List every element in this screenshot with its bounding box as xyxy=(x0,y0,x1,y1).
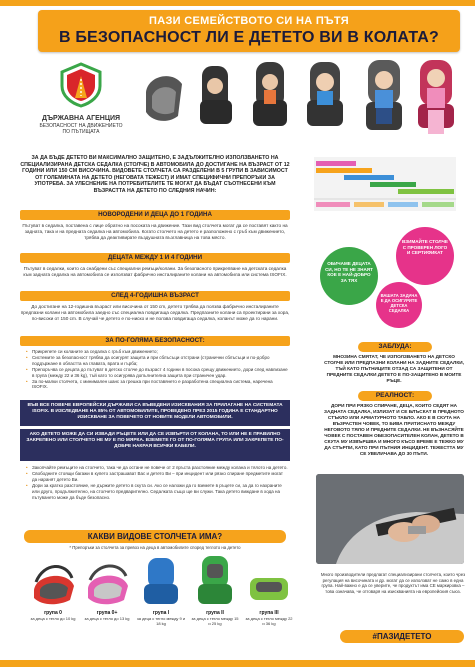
group-desc: за деца с тегло между 15 и 25 kg xyxy=(191,616,239,626)
car-seat-image xyxy=(138,62,188,132)
intro-text: ЗА ДА БЪДЕ ДЕТЕТО ВИ МАКСИМАЛНО ЗАЩИТЕНО, Е ЗАДЪЛЖИТЕЛНО ИЗПОЛЗВАНЕТО НА СПЕЦИАЛИЗИРАНА ДЕТСКА СЕДАЛКА (СТОЛЧЕ) В АВТОМОБИЛА ДО ДОСТИГАНЕ НА ВЪЗРАСТ ОТ 12 ГОДИНИ ИЛИ 150 СМ ВИСОЧИНА. ВИДОВЕТЕ СТОЛЧЕТА СА РАЗДЕЛЕНИ В 5 ГРУПИ В ЗАВИСИМОСТ ОТ ГОЛЕМИНАТА НА ДЕТЕТО (НЕГОВАТА ТЕЖЕСТ) И ИМАТ СПЕЦИФИЧНИ ПРЕПОРЪКИ ЗА УПОТРЕБА. ЗА УЛЕСНЕНИЕ НА ПОТРЕБИТЕЛИТЕ ТЕ МОГАТ ДА БЪДАТ СЪОТНЕСЕНИ КЪМ ВЪЗРАСТТА НА ДЕТЕТО ПО СЛЕДНИЯ НАЧИН: xyxy=(20,155,290,194)
chart-bar xyxy=(422,202,454,207)
chart-bar xyxy=(316,168,372,173)
group-name: група 0 xyxy=(44,610,62,616)
bottom-stripe xyxy=(0,660,475,667)
tip-circle: ВАШАТА ЗАДАЧА Е ДА ОСИГУРИТЕ ДЕТСКА СЕДАЛКА xyxy=(376,282,422,328)
top-stripe xyxy=(0,0,475,6)
chart-bar xyxy=(344,175,394,180)
group-label xyxy=(244,610,294,626)
section-heading: НОВОРОДЕНИ И ДЕЦА ДО 1 ГОДИНА xyxy=(20,210,290,220)
group-name: група II xyxy=(206,610,224,616)
car-seat-image xyxy=(190,60,240,134)
car-seat-image xyxy=(298,58,354,134)
list-item: • Свободните стоящи багажи в купето застрашават Вас и детето Ви – при инцидент или рязко спиране предметите могат да наранят детето Ви. xyxy=(26,471,288,483)
list-item: • Закопчайте ремъците на столчето, така че да остане не повече от 2 пръста разстояние между колана и тялото на детето. xyxy=(26,465,288,471)
group-name: група I xyxy=(152,610,170,616)
header-subtitle: ПАЗИ СЕМЕЙСТВОТО СИ НА ПЪТЯ xyxy=(149,15,349,27)
isofix-info-box: ВЪВ ВСЕ ПОВЕЧЕ ЕВРОПЕЙСКИ ДЪРЖАВИ СА ВЪВЕДЕНИ ИЗИСКВАНИЯ ЗА ПРИЛАГАНЕ НА СИСТЕМАТА ISOFIX. В ИЗСЛЕДВАНЕ НА 85% ОТ АВТОМОБИЛИТЕ, ПРОВЕДЕНО ПРЕЗ 2015 ГОДИНА Е СТАНДАРТНО ИЗИСКВАНЕ ЗА ПОВЕЧЕТО ОТ НОВИТЕ МОДЕЛИ АВТОМОБИЛИ. xyxy=(20,400,290,426)
chart-bar xyxy=(316,161,356,166)
shield-icon xyxy=(58,62,104,108)
section-heading: СЛЕД 4-ГОДИШНА ВЪЗРАСТ xyxy=(20,291,290,301)
harness-warning-box: АКО ДЕТЕТО МОЖЕ ДА СИ ИЗВАДИ РЪЦЕТЕ ИЛИ ДА СЕ ИЗВЪРТИ ОТ КОЛАНА, ТО ИЛИ НЕ Е ПРАВИЛНО ЗАКРЕПЕНО ИЛИ СТОЛЧЕТО НЕ МУ Е ПО МЯРКА. ВЗЕМЕТЕ ГО ОТ ПО-ГОЛЯМА ГРУПА ИЛИ ЗАКРЕПЕТЕ ПО-ДОБРЕ НАКРАЯ ВСИЧКИ КАБЕЛИ. xyxy=(20,429,290,461)
reality-heading: РЕАЛНОСТ: xyxy=(358,391,432,401)
group-desc: за деца с тегло между 9 и 18 kg xyxy=(136,616,186,626)
infant-carrier-image xyxy=(28,556,78,608)
agency-subtitle: БЕЗОПАСНОСТ НА ДВИЖЕНИЕТО ПО ПЪТИЩАТА xyxy=(39,123,123,135)
group-label xyxy=(190,610,240,626)
group-name: група III xyxy=(259,610,279,616)
booster-cushion-image xyxy=(244,560,294,608)
car-seat-image xyxy=(356,58,412,138)
infant-carrier-image xyxy=(82,556,132,608)
reality-text: ДОРИ ПРИ РЯЗКО СПИРАНЕ, ДЕЦА, КОИТО СЕДЯТ НА ЗАДНАТА СЕДАЛКА, ИЗЛИЗАТ И СЕ БЛЪСКАТ В ПРЕДНОТО СТЪКЛО ИЛИ АРМАТУРНОТО ТАБЛО. АКО Е В СКУТА НА ВЪЗРАСТЕН ЧОВЕК, ТО БИВА ПРИТИСНАТО МЕЖДУ НЕГОВОТО ТЯЛО И ПРЕДНИТЕ СЕДАЛКИ. НЕ ВЪЗНАСЯЙТЕ ЧОВЕК С ПОСТАВЕН ОБЕЗОПАСИТЕЛЕН КОЛАН, ДЕТЕТО В СКУТА МУ ИЗВЪРШВА И МНОГО КЪСО ВРЕМЕ Е ТЕЖКО МУ ДА СТЪРПИ, КАТО ПРИ ПЪТНИЯ ИНЦИДЕНТ. ТЕЖЕСТТА МУ СЕ УВЕЛИЧАВА ДО 30 ПЪТИ. xyxy=(324,403,464,456)
list-item: • Системите за безопасност трябва да осигурят защита и при сблъсъци отстрани (странични сблъсъци и по-добро поддържане в областта на главата, врата и гърба; xyxy=(26,355,288,367)
list-item: • Дори за кратко разстояние, не държите детето в скута си. Ако се наложи да го вземете в ръцете си, за да го нахраните или друго, продължително, на столчето предварително. Седалката също ще ви служи. Така детето виждане в хода на пътуването може да бъде безопасно. xyxy=(26,483,288,501)
group-label xyxy=(82,610,132,621)
agency-logo xyxy=(36,58,126,144)
chart-bar xyxy=(370,182,416,187)
tip-circle: ВЗИМАЙТЕ СТОЛЧЕ С ПРОВЕРЕН ЛОГО И СЕРТИФИКАТ xyxy=(396,227,454,285)
group-label xyxy=(28,610,78,621)
group-desc: за деца с тегло между 22 и 36 kg xyxy=(245,616,293,626)
section-text: До достигане на 12-годишна възраст или височина от 150 cm, детето трябва да ползва фабрично инсталираните предпазни колани на автомобила заедно със специална повдигаща седалка. Предпазните колани са проектирани за хора, по-високи от 150 cm. В случай че детето е по-ниско и не ползва повдигаща седалка, коланът може да го нарани. xyxy=(20,304,290,321)
chart-bar xyxy=(398,189,454,194)
car-seat-image xyxy=(244,58,296,134)
chart-bar xyxy=(316,202,350,207)
buckle-photo xyxy=(316,474,464,564)
group-desc: за деца с тегло до 10 kg xyxy=(30,616,76,621)
group-age-chart xyxy=(314,157,456,211)
agency-name: ДЪРЖАВНА АГЕНЦИЯ xyxy=(41,115,121,122)
booster-seat-image xyxy=(190,554,240,608)
seat-types-subtitle: * Препоръки за столчета за превоз на деца в автомобилите според теглото на детето xyxy=(69,545,241,550)
group-label xyxy=(136,610,186,626)
list-item: • Препоръчва се децата до пътуват в детско столче до възраст 4 години в посока срещу движението, дори след навлизане в група (между 22 и 36 kg), тъй като то осигурява допълнителна защита при страничен удар. xyxy=(26,367,288,379)
seatbelt-photo-icon xyxy=(316,474,464,564)
car-seat-image xyxy=(412,58,462,140)
tips-bullets xyxy=(26,465,288,500)
chart-bar xyxy=(354,202,384,207)
hashtag-badge: #ПАЗИДЕТЕТО xyxy=(340,630,464,643)
safety-bullets xyxy=(26,349,288,390)
myth-heading: ЗАБЛУДА: xyxy=(358,342,432,352)
section-heading: ДЕЦАТА МЕЖДУ 1 И 4 ГОДИНИ xyxy=(20,253,290,263)
section-text: Пътуват в седалки, които са снабдени със специални ремъци/колани. За безопасното прикрепване на детската седалка към задната седалка на автомобила се използват фабрично инсталираните колани на автомобила или система ISOFIX. xyxy=(23,266,287,277)
note-text: Много производители предлагат специализирани столчета, които чрез регулация на височината и др. могат да се използват не само в една група. Най-важно е да се уверите, че продуктът има СЕ маркировка – това означава, че отговаря на изискванията на европейския съюз. xyxy=(320,572,466,594)
tip-circle: ОБИЧАМЕ ДЕЦАТА СИ, НО ТЕ НЕ ЗНАЯТ КОЕ Е НАЙ-ДОБРО ЗА ТЯХ xyxy=(320,247,378,305)
page-title: В БЕЗОПАСНОСТ ЛИ Е ДЕТЕТО ВИ В КОЛАТА? xyxy=(58,29,440,46)
seat-types-heading: КАКВИ ВИДОВЕ СТОЛЧЕТА ИМА? xyxy=(24,530,286,543)
chart-bar xyxy=(388,202,418,207)
list-item: • За по-малки столчета, с минимален шанс за грешка при поставянето е разработена специална система, наречена ISOFIX. xyxy=(26,379,288,391)
page-header xyxy=(38,10,460,52)
group-name: група 0+ xyxy=(96,610,118,616)
section-heading: ЗА ПО-ГОЛЯМА БЕЗОПАСНОСТ: xyxy=(20,336,290,346)
list-item: • Прикрепете си коланите за седалка с гръб към движението; xyxy=(26,349,288,355)
car-seat-image xyxy=(136,554,186,608)
myth-text: МНОЗИНА СМЯТАТ, ЧЕ ИЗПОЛЗВАНЕТО НА ДЕТСКО СТОЛЧЕ ИЛИ ПРЕДПАЗНИ КОЛАНИ НА ЗАДНИТЕ СЕДАЛКИ, ТЪЙ КАТО ПЪТНИЦИТЕ ОТЗАД СА ЗАЩИТЕНИ ОТ ПРЕДНИТЕ СЕДАЛКИ ДЕТЕТО Е ПО-ЗАЩИТЕНО В МОИТЕ РЪЦЕ. xyxy=(324,354,464,383)
group-desc: за деца с тегло до 13 kg xyxy=(84,616,130,621)
section-text: Пътуват в седалка, поставена с лице обратно на посоката на движение. Тази вид столчета могат да се поставят както на задната, така и на предната седалка на автомобила. Когато столчето на детето е разположено с гръб към движението, трябва да деактивирате въздушната възглавница на това място. xyxy=(22,223,288,240)
